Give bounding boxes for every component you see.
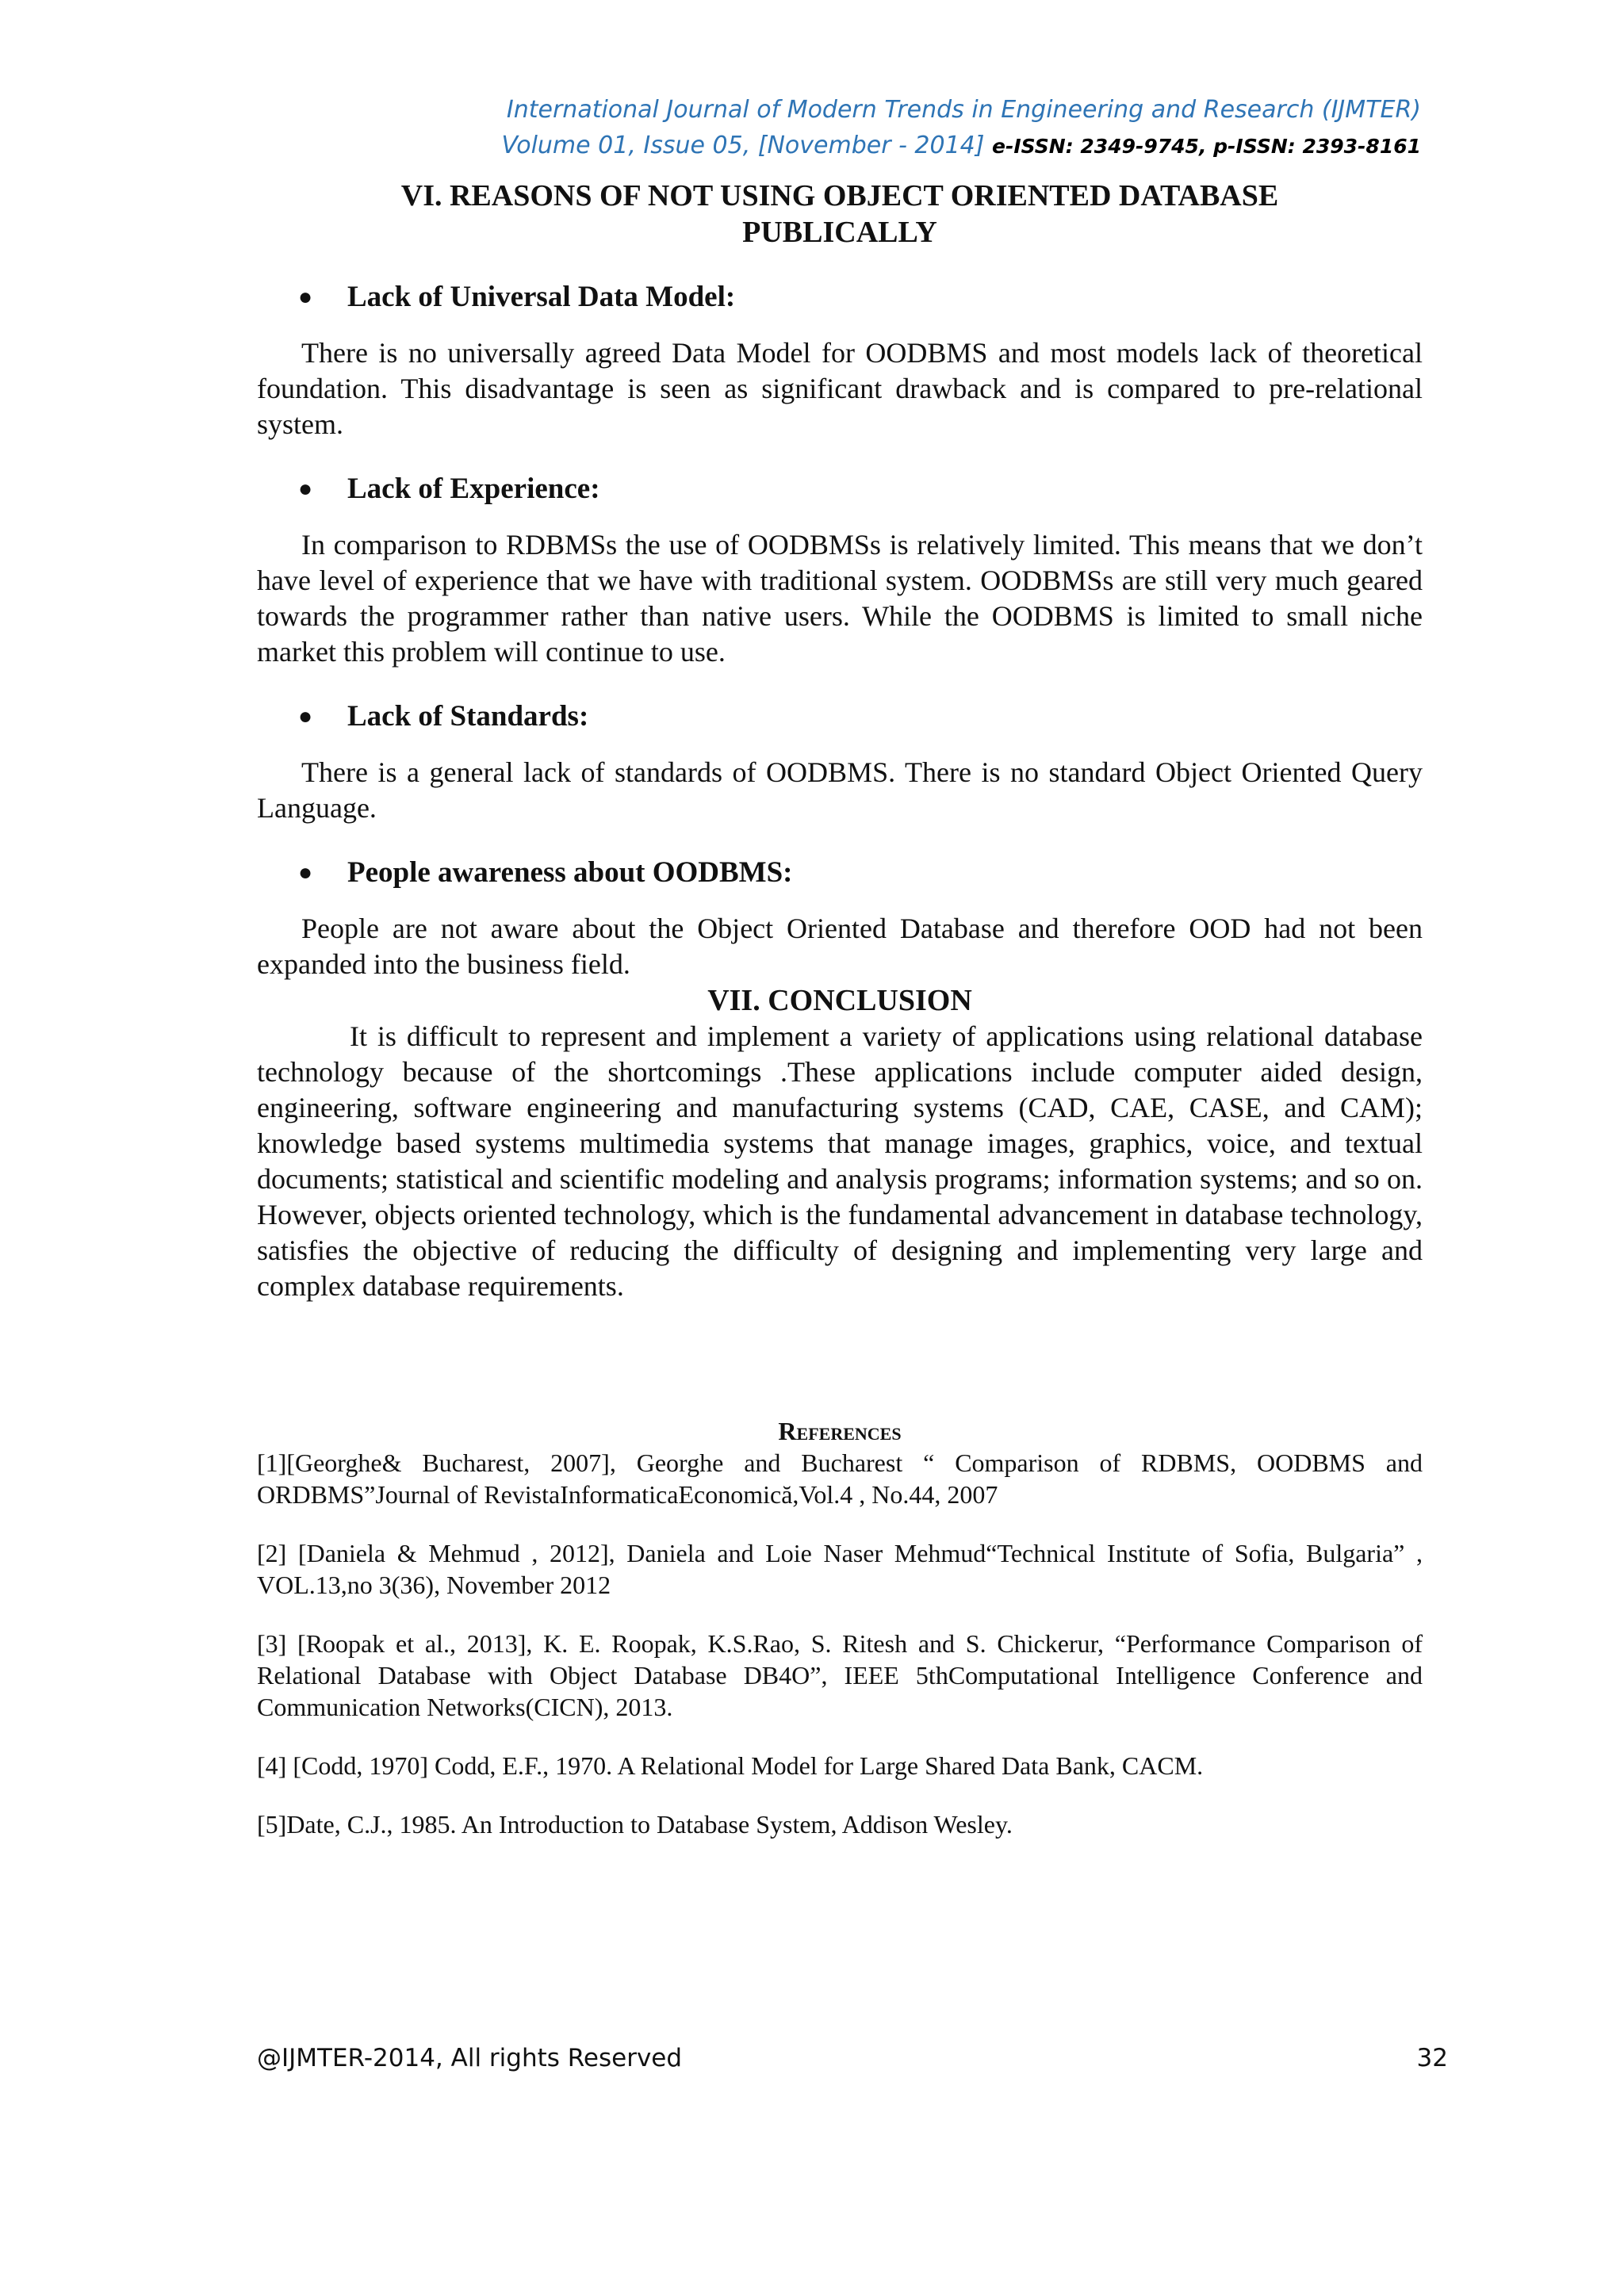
page-footer bbox=[257, 2044, 1448, 2072]
paragraph: In comparison to RDBMSs the use of OODBMSs is relatively limited. This means that we don’t have level of experience that we have with traditional system. OODBMSs are still very much geared towards the programmer rather than native users. While the OODBMS is limited to small niche market this problem will continue to use. bbox=[257, 529, 1423, 668]
paragraph: There is no universally agreed Data Model for OODBMS and most models lack of theoretical foundation. This disadvantage is seen as significant drawback and is compared to pre-relational system. bbox=[257, 337, 1423, 440]
paragraph: There is a general lack of standards of OODBMS. There is no standard Object Oriented Query Language. bbox=[257, 756, 1423, 824]
bullet-heading: ● Lack of Experience: bbox=[257, 471, 1423, 507]
copyright: @IJMTER-2014, All rights Reserved bbox=[257, 2044, 683, 2072]
reference-item: [1][Georghe& Bucharest, 2007], Georghe and Bucharest “ Comparison of RDBMS, OODBMS and ORDBMS”Journal of RevistaInformaticaEconomică,Vol.4 , No.44, 2007 bbox=[257, 1448, 1423, 1509]
bullet-heading: ● People awareness about OODBMS: bbox=[257, 855, 1423, 890]
bullet-icon: ● bbox=[298, 859, 313, 886]
reference-item: [3] [Roopak et al., 2013], K. E. Roopak, K.S.Rao, S. Ritesh and S. Chickerur, “Performance Comparison of Relational Database with Object Database DB4O”, IEEE 5thComputational Intelligence Conference and Communication Networks(CICN), 2013. bbox=[257, 1629, 1423, 1721]
section-6-title: VI. REASONS OF NOT USING OBJECT ORIENTED DATABASE PUBLICALLY bbox=[400, 179, 1279, 249]
bullet-icon: ● bbox=[298, 284, 313, 310]
journal-issn: e-ISSN: 2349-9745, p-ISSN: 2393-8161 bbox=[992, 135, 1421, 158]
bullet-icon: ● bbox=[298, 476, 313, 502]
journal-volume-line bbox=[0, 128, 1421, 164]
journal-volume: Volume 01, Issue 05, [November - 2014] bbox=[501, 132, 985, 159]
page-number: 32 bbox=[1416, 2044, 1448, 2072]
conclusion-paragraph: It is difficult to represent and implement a variety of applications using relational database technology because of the shortcomings .These applications include computer aided design, engineering, software engineering and manufacturing systems (CAD, CAE, CASE, and CAM); knowledge based systems multimedia systems that manage images, graphics, voice, and textual documents; statistical and scientific modeling and analysis programs; information systems; and so on. However, objects oriented technology, which is the fundamental advancement in database technology, satisfies the objective of reducing the difficulty of designing and implementing very large and complex database requirements. bbox=[257, 1020, 1423, 1302]
bullet-icon: ● bbox=[298, 703, 313, 729]
reference-item: [4] [Codd, 1970] Codd, E.F., 1970. A Relational Model for Large Shared Data Bank, CACM. bbox=[257, 1751, 1204, 1780]
bullet-heading: ● Lack of Universal Data Model: bbox=[257, 279, 1423, 315]
page-header bbox=[0, 92, 1624, 164]
reference-item: [2] [Daniela & Mehmud , 2012], Daniela and Loie Naser Mehmud“Technical Institute of Sofia, Bulgaria” , VOL.13,no 3(36), November 2012 bbox=[257, 1539, 1423, 1599]
journal-title: International Journal of Modern Trends in Engineering and Research (IJMTER) bbox=[506, 96, 1421, 124]
references-title: References bbox=[778, 1417, 902, 1445]
bullet-heading: ● Lack of Standards: bbox=[257, 698, 1423, 734]
section-7-title: VII. CONCLUSION bbox=[707, 984, 972, 1017]
page-content bbox=[257, 178, 1423, 1840]
reference-item: [5]Date, C.J., 1985. An Introduction to Database System, Addison Wesley. bbox=[257, 1810, 1013, 1839]
paragraph: People are not aware about the Object Oriented Database and therefore OOD had not been expanded into the business field. bbox=[257, 913, 1423, 980]
